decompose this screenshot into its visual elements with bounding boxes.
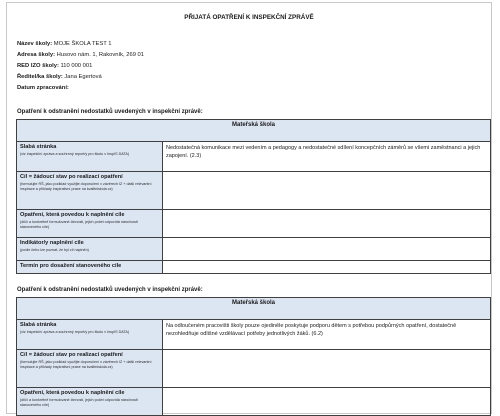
goal-note: (formulujte RŠ, jako podklad využijte doporučení v závěrech IZ + další relevantní inspirace a příklady inspirativní praxe na kvalitniskola.cz)	[20, 360, 152, 370]
goal-note: (formulujte RŠ, jako podklad využijte doporučení v závěrech IZ + další relevantní inspirace a příklady inspirativní praxe na kvalitniskola.cz)	[20, 182, 152, 192]
table-header-row	[17, 298, 491, 320]
measures-label: Opatření, která povedou k naplnění cíle	[20, 390, 125, 396]
weakness-label: Slabá stránka	[20, 322, 57, 328]
table-row	[17, 210, 491, 238]
school-name-value: MOJE ŠKOLA TEST 1	[53, 41, 112, 47]
goal-label: Cíl = žádoucí stav po realizaci opatření	[20, 174, 123, 180]
section-heading: Opatření k odstranění nedostatků uvedených v inspekční zprávě:	[17, 109, 203, 115]
table-row	[17, 238, 491, 261]
indicator-label: Indikátor/y naplnění cíle	[20, 240, 84, 246]
table-row	[17, 261, 491, 274]
deadline-value-cell[interactable]	[163, 261, 491, 274]
table-row	[17, 388, 491, 416]
measures-value-cell[interactable]	[163, 388, 491, 416]
weakness-note: (viz inspekční zpráva a souhrnný report/y pro školu v InspIS DATA)	[20, 152, 130, 156]
document-page	[6, 2, 492, 414]
table-section-title: Mateřská škola	[17, 120, 491, 142]
weakness-label: Slabá stránka	[20, 144, 57, 150]
weakness-label-cell	[17, 320, 163, 350]
measures-value-cell[interactable]	[163, 210, 491, 238]
measures-note: (dílčí a konkrétně formulované činnosti, jejich počet odpovídá náročnosti stanoveného cíle)	[20, 398, 138, 408]
indicator-value-cell[interactable]	[163, 238, 491, 261]
measures-table	[16, 297, 491, 416]
principal-value: Jana Egertová	[64, 74, 102, 80]
deadline-label-cell	[17, 261, 163, 274]
table-row	[17, 350, 491, 388]
goal-label: Cíl = žádoucí stav po realizaci opatření	[20, 352, 123, 358]
school-address-line	[17, 52, 144, 58]
table-header-row	[17, 120, 491, 142]
red-izo-line	[17, 63, 92, 69]
measures-table	[16, 119, 491, 274]
date-label: Datum zpracování:	[17, 85, 69, 91]
weakness-value-cell[interactable]: Na odloučeném pracovišti školy pouze ojediněle poskytuje podporu dětem s potřebou podpůrných opatření, dostatečně nezohledňuje odlišné vzdělávací potřeby jednotlivých žáků. (6.2)	[163, 320, 491, 350]
school-name-line	[17, 41, 112, 47]
goal-value-cell[interactable]	[163, 350, 491, 388]
red-izo-label: RED IZO školy:	[17, 63, 59, 69]
principal-label: Ředitel/ka školy:	[17, 74, 63, 80]
measures-label-cell	[17, 388, 163, 416]
school-address-label: Adresa školy:	[17, 52, 56, 58]
weakness-note: (viz inspekční zpráva a souhrnný report/y pro školu v InspIS DATA)	[20, 330, 130, 334]
measures-note: (dílčí a konkrétně formulované činnosti, jejich počet odpovídá náročnosti stanoveného cíle)	[20, 220, 138, 230]
red-izo-value: 110 000 001	[60, 63, 93, 69]
goal-label-cell	[17, 172, 163, 210]
measures-label: Opatření, která povedou k naplnění cíle	[20, 212, 125, 218]
measures-label-cell	[17, 210, 163, 238]
weakness-value-cell[interactable]: Nedostatečná komunikace mezi vedením a pedagogy a nedostatečné sdílení koncepčních záměrů se všemi zaměstnanci a jejich zapojení. (2.3)	[163, 142, 491, 172]
table-section-title: Mateřská škola	[17, 298, 491, 320]
section-heading: Opatření k odstranění nedostatků uvedených v inspekční zprávě:	[17, 287, 203, 293]
document-title: PŘIJATÁ OPATŘENÍ K INSPEKČNÍ ZPRÁVĚ	[184, 14, 314, 21]
indicator-label-cell	[17, 238, 163, 261]
table-row	[17, 172, 491, 210]
date-line	[17, 85, 69, 91]
weakness-label-cell	[17, 142, 163, 172]
school-address-value: Husovo nám. 1, Rakovník, 269 01	[56, 52, 144, 58]
deadline-label: Termín pro dosažení stanoveného cíle	[20, 263, 122, 269]
indicator-note: (podle čeho lze poznat, že byl cíl naplněn)	[20, 248, 89, 252]
table-row	[17, 142, 491, 172]
school-name-label: Název školy:	[17, 41, 53, 47]
table-row	[17, 320, 491, 350]
principal-line	[17, 74, 102, 80]
goal-label-cell	[17, 350, 163, 388]
goal-value-cell[interactable]	[163, 172, 491, 210]
